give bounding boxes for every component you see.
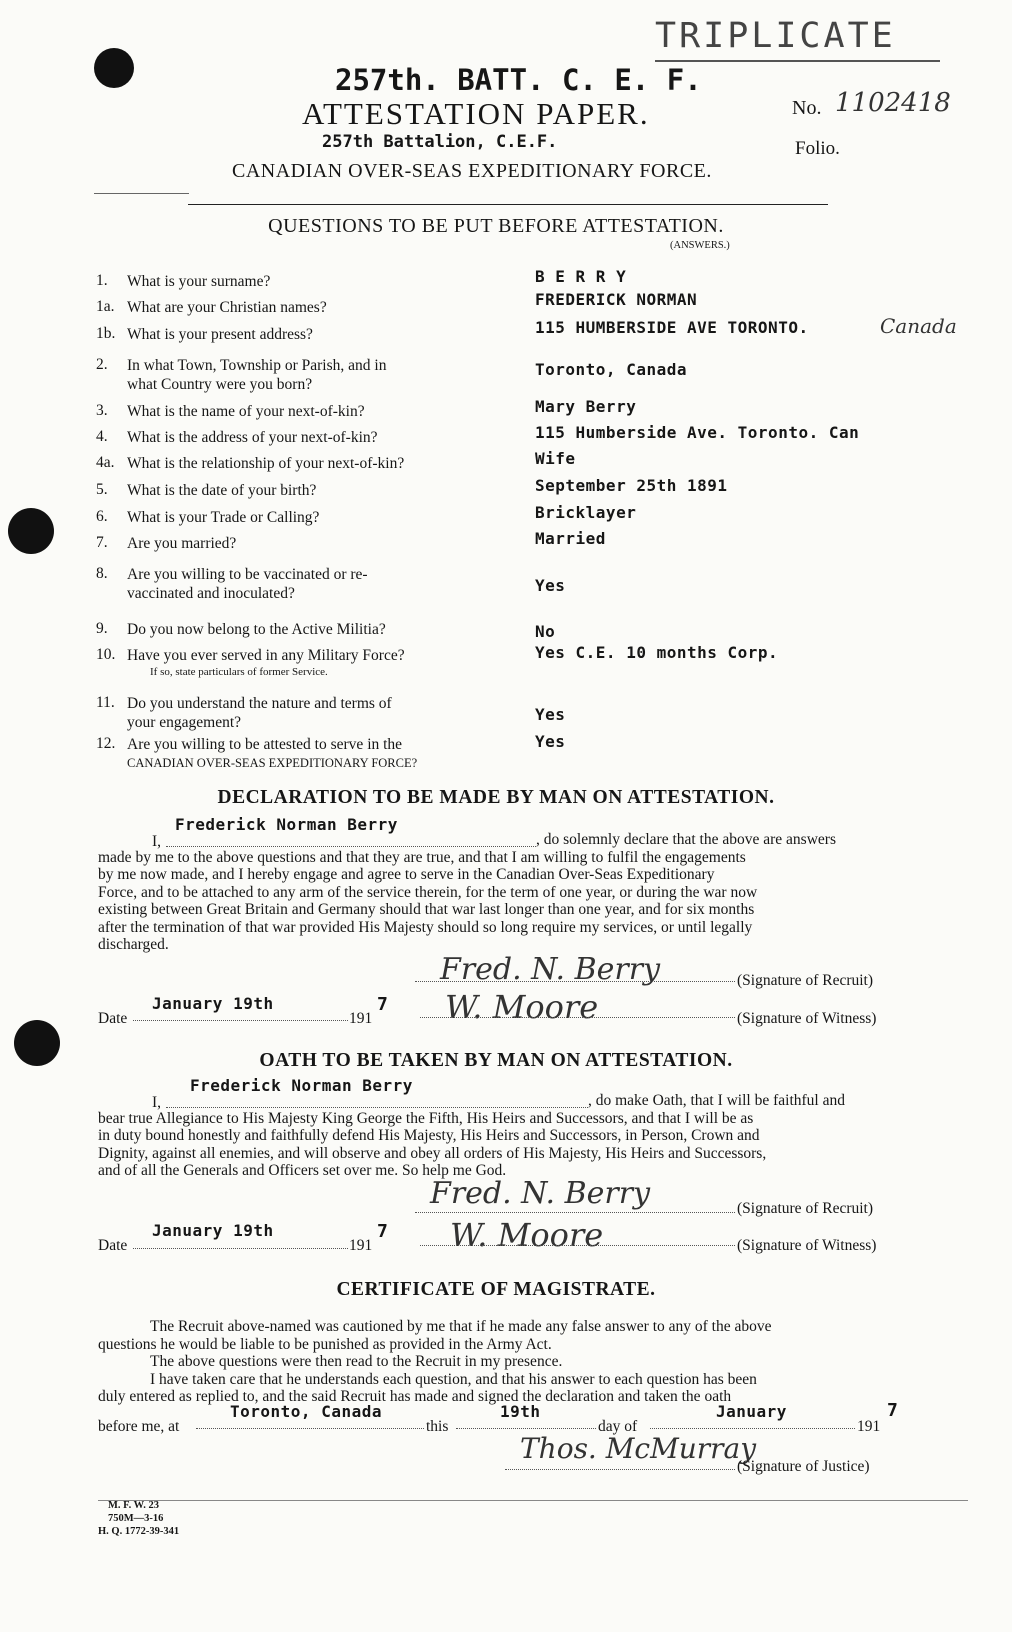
question-number: 9. bbox=[96, 620, 108, 637]
question-text-continued: what Country were you born? bbox=[127, 376, 313, 393]
questions-heading: QUESTIONS TO BE PUT BEFORE ATTESTATION. bbox=[268, 215, 724, 237]
declaration-recruit-signature: Fred. N. Berry bbox=[440, 952, 661, 987]
certificate-this-label: this bbox=[426, 1418, 449, 1435]
answers-label: (ANSWERS.) bbox=[670, 240, 730, 251]
declaration-line-3: by me now made, and I hereby engage and agree to serve in the Canadian Over-Seas Expeditionary bbox=[98, 866, 715, 883]
question-text: What is your Trade or Calling? bbox=[127, 509, 320, 526]
battalion-stamp-small: 257th Battalion, C.E.F. bbox=[322, 132, 558, 152]
answer-value: Wife bbox=[535, 449, 576, 468]
certificate-month-line bbox=[650, 1418, 855, 1429]
justice-label: (Signature of Justice) bbox=[737, 1458, 870, 1475]
certificate-day: 19th bbox=[500, 1402, 541, 1421]
question-text: What is the name of your next-of-kin? bbox=[127, 403, 365, 420]
declaration-line-4: Force, and to be attached to any arm of the service therein, for the term of one year, or during the war now bbox=[98, 884, 758, 901]
question-text-continued: your engagement? bbox=[127, 714, 242, 731]
answer-value: Married bbox=[535, 529, 606, 548]
footer-rule bbox=[98, 1500, 968, 1501]
answer-value: No bbox=[535, 622, 556, 641]
oath-year-digit: 7 bbox=[377, 1221, 389, 1242]
oath-date-label: Date bbox=[98, 1237, 128, 1254]
question-number: 1. bbox=[96, 272, 108, 289]
question-number: 4. bbox=[96, 428, 108, 445]
footer-form-number: M. F. W. 23 bbox=[108, 1500, 159, 1511]
certificate-dayof-label: day of bbox=[598, 1418, 638, 1435]
declaration-name: Frederick Norman Berry bbox=[175, 815, 398, 834]
certificate-line-1: The Recruit above-named was cautioned by me that if he made any false answer to any of the above bbox=[150, 1318, 772, 1335]
answer-value: Bricklayer bbox=[535, 503, 637, 522]
declaration-line-5: existing between Great Britain and Germany should that war last longer than one year, and for six months bbox=[98, 901, 755, 918]
question-number: 4a. bbox=[96, 454, 115, 471]
battalion-stamp: 257th. BATT. C. E. F. bbox=[335, 63, 702, 97]
oath-line-2: bear true Allegiance to His Majesty King George the Fifth, His Heirs and Successors, and that I will be as bbox=[98, 1110, 754, 1127]
question-text-continued: vaccinated and inoculated? bbox=[127, 585, 295, 602]
answer-value: Yes C.E. 10 months Corp. bbox=[535, 643, 779, 662]
question-text: Do you now belong to the Active Militia? bbox=[127, 621, 386, 638]
oath-witness-signature: W. Moore bbox=[450, 1216, 604, 1254]
declaration-recruit-sig-line bbox=[415, 975, 735, 982]
question-text: What is your present address? bbox=[127, 326, 313, 343]
question-text: Do you understand the nature and terms of bbox=[127, 695, 392, 712]
question-text-continued: CANADIAN OVER-SEAS EXPEDITIONARY FORCE? bbox=[127, 756, 418, 770]
oath-year-prefix: 191 bbox=[349, 1237, 373, 1254]
question-text: Have you ever served in any Military Force? bbox=[127, 647, 405, 664]
declaration-date-label: Date bbox=[98, 1010, 128, 1027]
oath-recruit-label: (Signature of Recruit) bbox=[737, 1200, 874, 1217]
certificate-place: Toronto, Canada bbox=[230, 1402, 382, 1421]
justice-signature: Thos. McMurray bbox=[520, 1432, 757, 1465]
question-number: 8. bbox=[96, 565, 108, 582]
oath-recruit-sig-line bbox=[415, 1206, 735, 1213]
header-rule-main bbox=[188, 204, 828, 205]
question-number: 6. bbox=[96, 508, 108, 525]
answer-value: Toronto, Canada bbox=[535, 360, 687, 379]
certificate-place-line bbox=[196, 1418, 424, 1429]
certificate-line-3: The above questions were then read to the Recruit in my presence. bbox=[150, 1353, 563, 1370]
question-text: What is the date of your birth? bbox=[127, 482, 317, 499]
oath-line-3: in duty bound honestly and faithfully defend His Majesty, His Heirs and Successors, in Person, Crown and bbox=[98, 1127, 760, 1144]
footer-print-run: 750M—3-16 bbox=[108, 1513, 164, 1524]
answer-value: Yes bbox=[535, 576, 566, 595]
question-number: 3. bbox=[96, 402, 108, 419]
oath-line-1: , do make Oath, that I will be faithful and bbox=[588, 1092, 845, 1109]
page-subtitle: CANADIAN OVER-SEAS EXPEDITIONARY FORCE. bbox=[232, 160, 712, 182]
punch-hole-top bbox=[94, 48, 134, 88]
question-number: 1a. bbox=[96, 298, 115, 315]
question-number: 5. bbox=[96, 481, 108, 498]
declaration-i: I, bbox=[152, 833, 162, 850]
header-rule-left bbox=[94, 193, 189, 194]
oath-date-line bbox=[133, 1238, 348, 1249]
declaration-witness-signature: W. Moore bbox=[445, 988, 599, 1026]
oath-witness-label: (Signature of Witness) bbox=[737, 1237, 877, 1254]
question-text: Are you willing to be vaccinated or re- bbox=[127, 566, 368, 583]
justice-sig-line bbox=[505, 1463, 735, 1470]
answer-value: B E R R Y bbox=[535, 267, 627, 286]
triplicate-stamp: TRIPLICATE bbox=[655, 16, 896, 56]
question-number: 7. bbox=[96, 534, 108, 551]
certificate-heading: CERTIFICATE OF MAGISTRATE. bbox=[336, 1279, 656, 1300]
footer-hq-ref: H. Q. 1772-39-341 bbox=[98, 1526, 180, 1537]
declaration-heading: DECLARATION TO BE MADE BY MAN ON ATTESTATION. bbox=[217, 787, 775, 808]
question-number: 1b. bbox=[96, 325, 116, 342]
certificate-line-4: I have taken care that he understands each question, and that his answer to each question has been bbox=[150, 1371, 757, 1388]
question-text: What is the relationship of your next-of-kin? bbox=[127, 455, 405, 472]
declaration-line-7: discharged. bbox=[98, 936, 169, 953]
punch-hole-middle bbox=[8, 508, 54, 554]
triplicate-underline bbox=[655, 60, 940, 62]
question-text: What are your Christian names? bbox=[127, 299, 327, 316]
answer-value: Mary Berry bbox=[535, 397, 637, 416]
declaration-recruit-label: (Signature of Recruit) bbox=[737, 972, 874, 989]
declaration-date-line bbox=[133, 1010, 348, 1021]
answer-value: 115 HUMBERSIDE AVE TORONTO. bbox=[535, 318, 809, 337]
certificate-day-line bbox=[456, 1418, 596, 1429]
oath-i: I, bbox=[152, 1094, 162, 1111]
declaration-name-line bbox=[166, 832, 536, 847]
answer-value: Yes bbox=[535, 732, 566, 751]
answer-handwritten-note: Canada bbox=[880, 314, 957, 338]
question-text: What is your surname? bbox=[127, 273, 271, 290]
certificate-year-digit: 7 bbox=[887, 1400, 899, 1421]
answer-value: Yes bbox=[535, 705, 566, 724]
oath-witness-sig-line bbox=[420, 1239, 735, 1246]
oath-date-value: January 19th bbox=[152, 1221, 274, 1240]
declaration-year-prefix: 191 bbox=[349, 1010, 373, 1027]
declaration-witness-sig-line bbox=[420, 1011, 735, 1018]
certificate-month: January bbox=[716, 1402, 787, 1421]
folio-label: Folio. bbox=[795, 138, 840, 159]
oath-heading: OATH TO BE TAKEN BY MAN ON ATTESTATION. bbox=[259, 1050, 733, 1071]
page-title: ATTESTATION PAPER. bbox=[302, 96, 650, 131]
question-number: 12. bbox=[96, 735, 116, 752]
declaration-witness-label: (Signature of Witness) bbox=[737, 1010, 877, 1027]
oath-name-line bbox=[166, 1093, 588, 1108]
certificate-year-prefix: 191 bbox=[857, 1418, 881, 1435]
question-text: What is the address of your next-of-kin? bbox=[127, 429, 378, 446]
certificate-line-2: questions he would be liable to be punished as provided in the Army Act. bbox=[98, 1336, 552, 1353]
declaration-line-2: made by me to the above questions and that they are true, and that I am willing to fulfil the engagements bbox=[98, 849, 746, 866]
question-text: In what Town, Township or Parish, and in bbox=[127, 357, 387, 374]
number-label: No. bbox=[792, 97, 822, 119]
question-text: Are you willing to be attested to serve in the bbox=[127, 736, 403, 753]
question-number: 11. bbox=[96, 694, 115, 711]
certificate-before-label: before me, at bbox=[98, 1418, 180, 1435]
oath-recruit-signature: Fred. N. Berry bbox=[430, 1176, 651, 1211]
answer-value: September 25th 1891 bbox=[535, 476, 728, 495]
declaration-year-digit: 7 bbox=[377, 994, 389, 1015]
certificate-line-5: duly entered as replied to, and the said Recruit has made and signed the declaration and taken the oath bbox=[98, 1388, 732, 1405]
oath-line-5: and of all the Generals and Officers set over me. So help me God. bbox=[98, 1162, 507, 1179]
oath-name: Frederick Norman Berry bbox=[190, 1076, 413, 1095]
question-text: Are you married? bbox=[127, 535, 237, 552]
declaration-date-value: January 19th bbox=[152, 994, 274, 1013]
answer-value: 115 Humberside Ave. Toronto. Can bbox=[535, 423, 860, 442]
answer-value: FREDERICK NORMAN bbox=[535, 290, 698, 309]
declaration-line-1: , do solemnly declare that the above are answers bbox=[536, 831, 836, 848]
question-number: 2. bbox=[96, 356, 108, 373]
question-number: 10. bbox=[96, 646, 116, 663]
question-text-continued: If so, state particulars of former Service. bbox=[150, 666, 328, 678]
declaration-line-6: after the termination of that war provided His Majesty should so long require my services, or until legally bbox=[98, 919, 753, 936]
oath-line-4: Dignity, against all enemies, and will observe and obey all orders of His Majesty, His Heirs and Successors, bbox=[98, 1145, 767, 1162]
regimental-number: 1102418 bbox=[835, 88, 951, 118]
